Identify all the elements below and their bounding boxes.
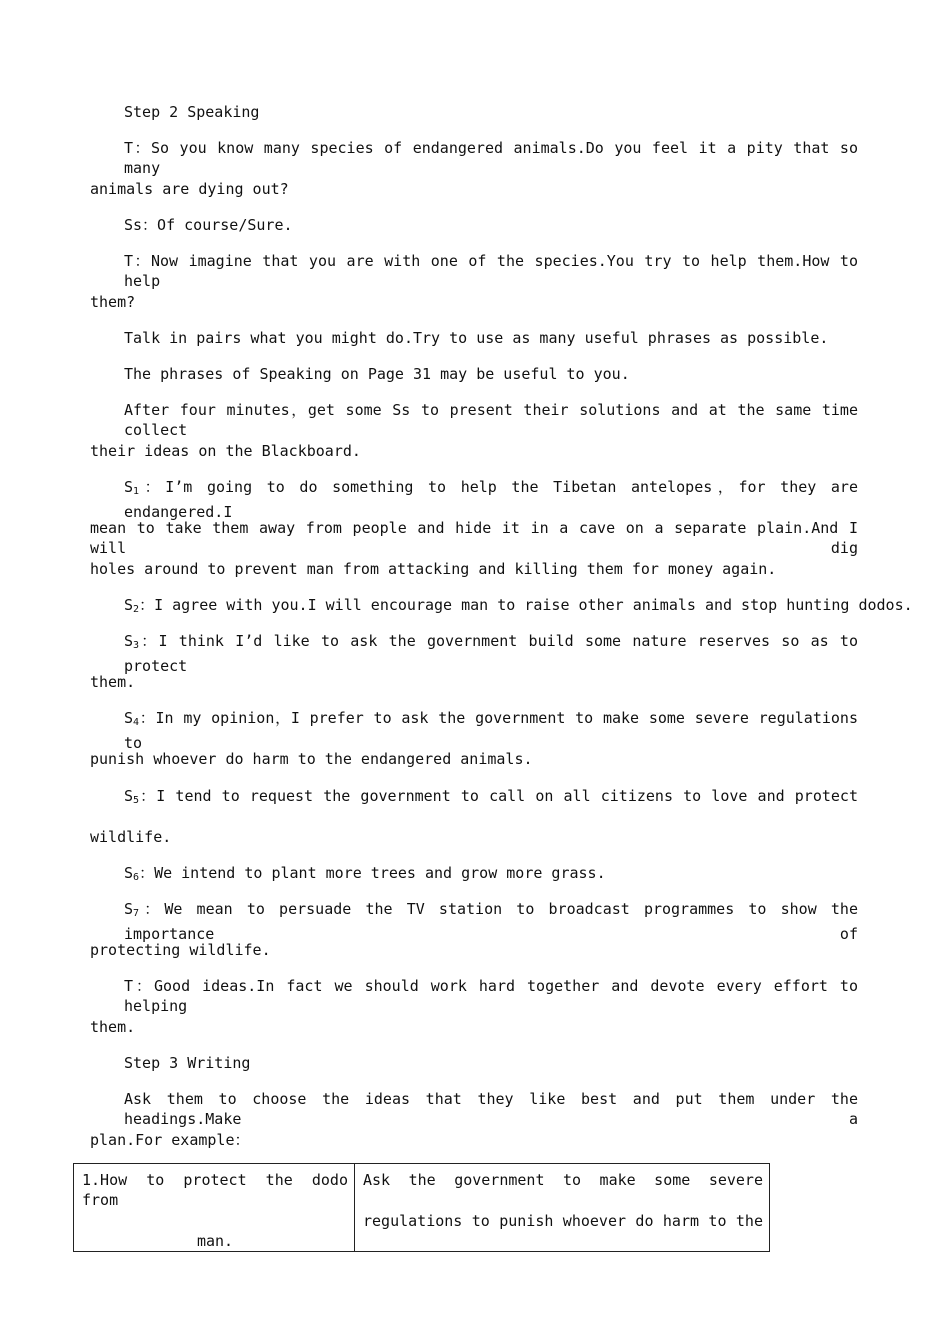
student-5-line-1: $S_5$：I tend to request the government to call on all citizens to love and protect: [124, 787, 858, 806]
student-7-line-1: $S_7$：We mean to persuade the TV station to broadcast programmes to show the importance of: [124, 900, 858, 943]
student-1-line-1: $S_1$：I’m going to do something to help the Tibetan antelopes，for they are endangered.I: [124, 478, 858, 521]
teacher-line-2b: them?: [90, 293, 136, 311]
student-1-line-3: holes around to prevent man from attacking and killing them for money again.: [90, 560, 777, 578]
plan-idea-line-1: Ask the government to make some severe: [363, 1171, 763, 1189]
speaker-label: $S_1$: [124, 478, 140, 497]
teacher-line-1a: T：So you know many species of endangered animals.Do you feel it a pity that so many: [124, 139, 858, 177]
table-row: [74, 1164, 770, 1252]
student-4-line-1: $S_4$：In my opinion，I prefer to ask the government to make some severe regulations to: [124, 709, 858, 752]
student-6-line-1: $S_6$：We intend to plant more trees and grow more grass.: [124, 864, 606, 883]
plan-heading-line-1: 1.How to protect the dodo from: [82, 1171, 348, 1209]
step3-instruction-b: plan.For example：: [90, 1131, 250, 1149]
student-5-line-2: wildlife.: [90, 828, 172, 846]
plan-idea-cell: [355, 1164, 770, 1252]
after-instruction-a: After four minutes，get some Ss to present their solutions and at the same time collect: [124, 401, 858, 439]
speaker-label: $S_6$: [124, 864, 140, 883]
plan-heading-cell: [74, 1164, 355, 1252]
student-1-line-2: mean to take them away from people and hide it in a cave on a separate plain.And I will dig: [90, 519, 858, 557]
student-3-line-1: $S_3$：I think I’d like to ask the government build some nature reserves so as to protect: [124, 632, 858, 675]
teacher-line-1b: animals are dying out?: [90, 180, 289, 198]
plan-idea-line-2: regulations to punish whoever do harm to the: [363, 1212, 763, 1230]
speaker-label: $S_4$: [124, 709, 140, 728]
student-3-line-2: them.: [90, 673, 136, 691]
step2-heading: Step 2 Speaking: [124, 103, 260, 121]
plan-heading-line-2: man.: [196, 1232, 234, 1250]
speaker-label: $S_7$: [124, 900, 140, 919]
step3-instruction-a: Ask them to choose the ideas that they like best and put them under the headings.Make a: [124, 1090, 858, 1128]
after-instruction-b: their ideas on the Blackboard.: [90, 442, 361, 460]
plan-table: [73, 1163, 770, 1252]
teacher-line-3a: T：Good ideas.In fact we should work hard together and devote every effort to helping: [124, 977, 858, 1015]
step3-heading: Step 3 Writing: [124, 1054, 251, 1072]
speaker-label: $S_5$: [124, 787, 140, 806]
student-2-line-1: $S_2$：I agree with you.I will encourage man to raise other animals and stop hunting dodos.: [124, 596, 913, 615]
pair-talk-instruction: Talk in pairs what you might do.Try to use as many useful phrases as possible.: [124, 329, 829, 347]
student-7-line-2: protecting wildlife.: [90, 941, 271, 959]
teacher-line-2a: T：Now imagine that you are with one of the species.You try to help them.How to help: [124, 252, 858, 290]
student-4-line-2: punish whoever do harm to the endangered animals.: [90, 750, 533, 768]
speaker-label: $S_3$: [124, 632, 140, 651]
students-reply: Ss：Of course/Sure.: [124, 216, 293, 234]
speaker-label: $S_2$: [124, 596, 140, 615]
teacher-line-3b: them.: [90, 1018, 136, 1036]
phrases-note: The phrases of Speaking on Page 31 may be useful to you.: [124, 365, 630, 383]
